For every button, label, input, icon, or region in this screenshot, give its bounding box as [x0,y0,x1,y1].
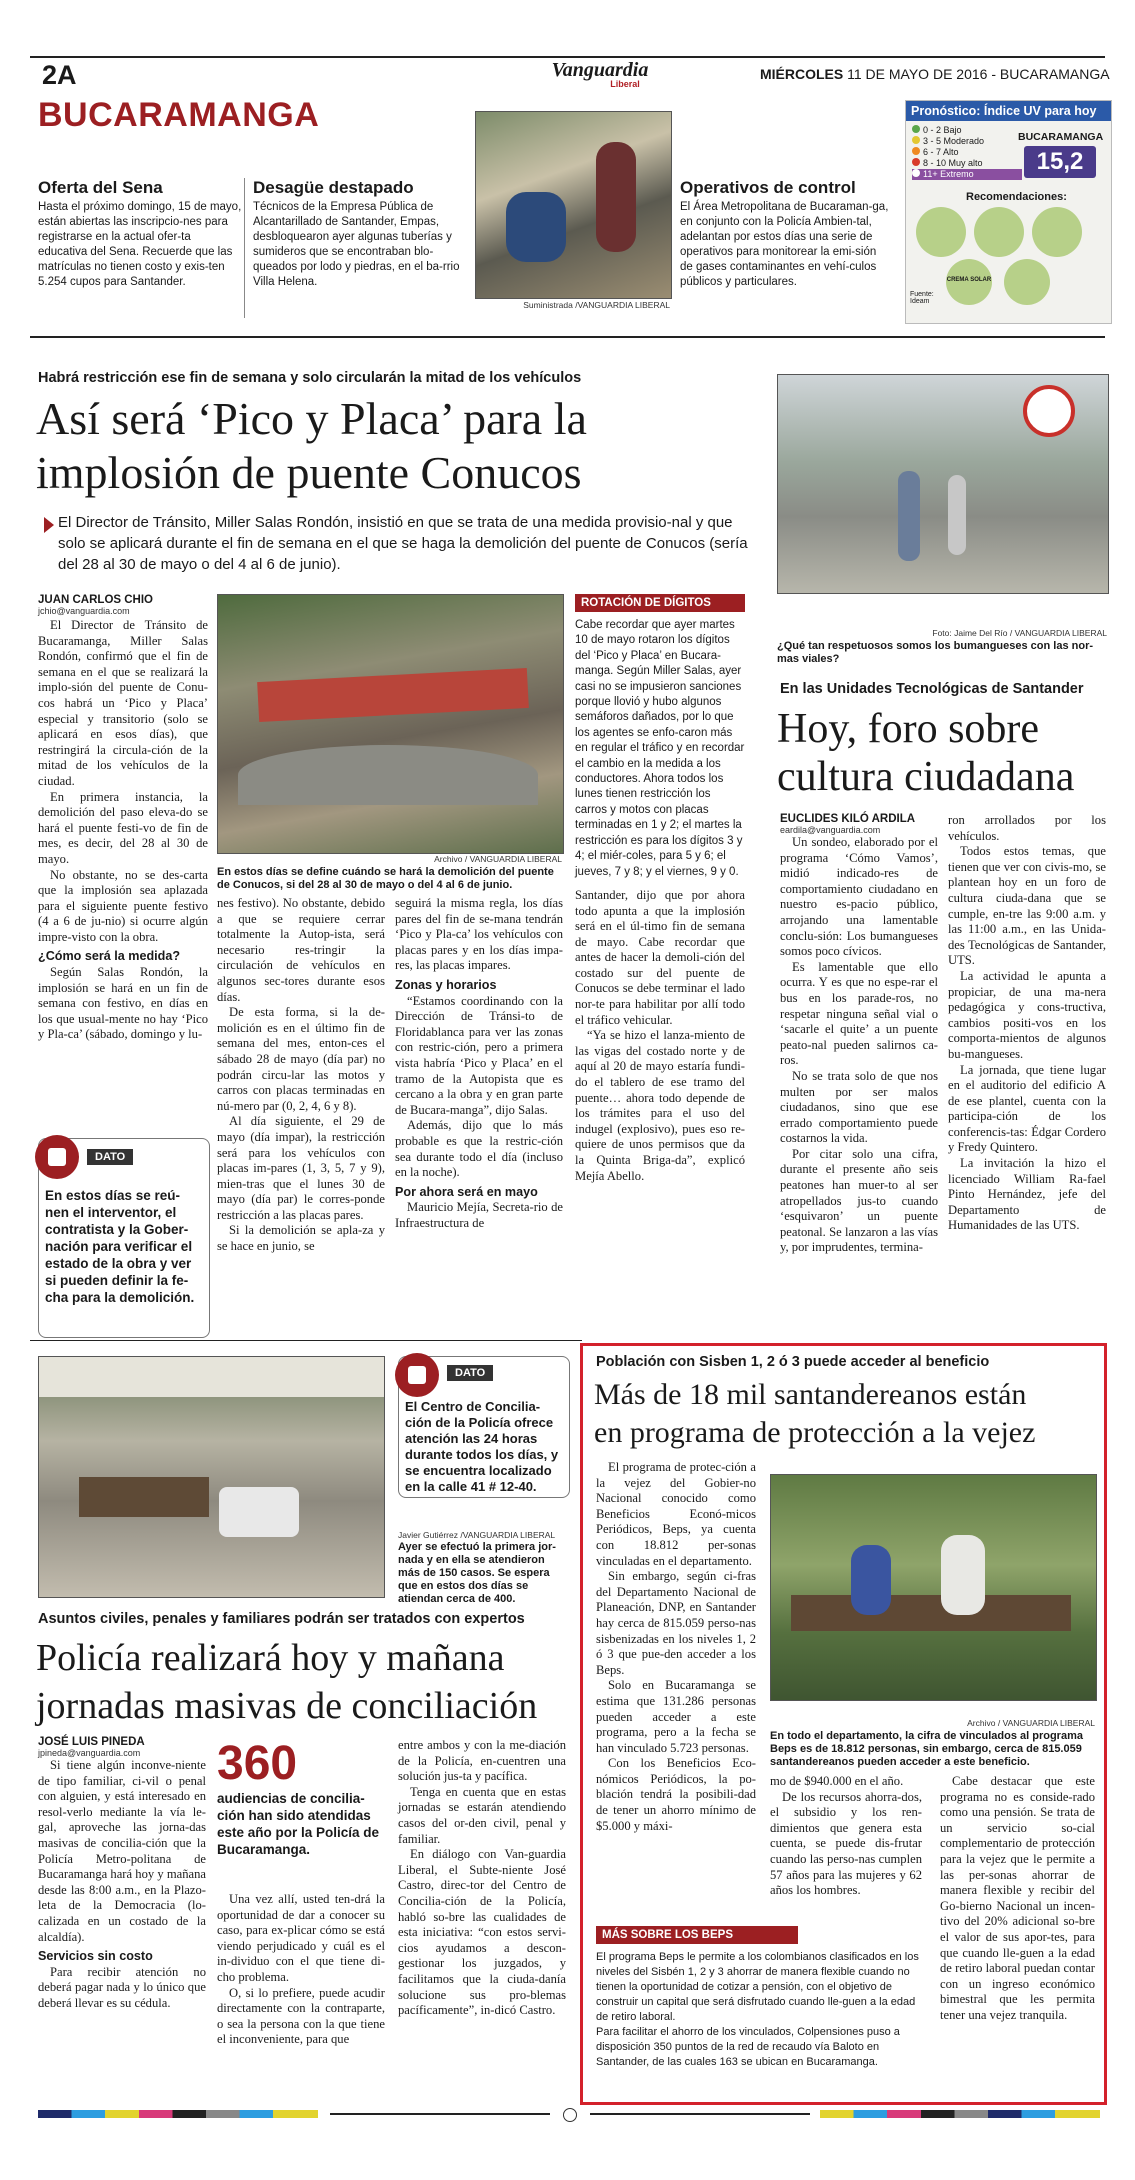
logo-main: Vanguardia [551,59,649,81]
conciliacion-photo-credit: Javier Gutiérrez /VANGUARDIA LIBERAL [398,1530,556,1540]
paragraph: Además, dijo que lo más probable es que la restric-ción sea durante todo el día (incluso en la noche). [395,1118,563,1180]
puzzle-icon [35,1135,79,1179]
conciliacion-photo-caption: Ayer se efectuó la primera jor-nada y en ella se atendieron más de 150 casos. Se espera que en estos dos días se atiendan cerca de 400. [398,1541,556,1605]
main-photo-caption: En estos días se define cuándo se hará la demolición del puente de Conucos, si del 28 al 30 de mayo o del 4 al 6 de junio. [217,866,554,891]
paragraph: entre ambos y con la me-diación de la Policía, en-cuentren una solución jus-ta y pacífica. [398,1738,566,1784]
beps-kicker: Población con Sisben 1, 2 ó 3 puede acceder al beneficio [596,1354,990,1370]
paragraph: La actividad le apunta a propiciar, de una ma-nera pedagógica y cons-tructiva, cambios positi-vos en los comporta-mientos de algunos bu-mangueses. [948,968,1106,1061]
dato-label: DATO [447,1365,493,1381]
paragraph: Cabe destacar que este programa no es conside-rado como una pensión. Se trata de un servicio so-cial complementario de protección para la vejez que le permite a las per-sonas ahorrar de manera flexible y recibir del Go-bierno Nacional un incen-tivo del 20% adicional so-bre el valor de sus apor-tes, para que cuando lle-guen a la edad de retiro laboral puedan contar con un ingreso económico bimestral que les permita tener una vejez tranquila. [940,1774,1095,2022]
weekday: MIÉRCOLES [760,66,844,82]
brief-title: Desagüe destapado [253,178,414,197]
uv-value: 15,2 [1024,146,1096,178]
main-col2 [217,896,385,1255]
photo-figure [851,1545,891,1615]
photo-bench [791,1595,1071,1631]
brief-divider [244,178,245,318]
brief-operativos [680,178,890,290]
photo-figure [506,192,566,262]
conciliacion-photo [38,1356,385,1598]
no-pedestrian-sign-icon [1023,385,1075,437]
paragraph: “Estamos coordinando con la Dirección de Tránsi-to de Floridablanca para ver las zonas con restric-ción, pero a primera vista habría ‘Pico y Placa’ en el tramo de la Autopista que es cercano a la obra y en gran parte de Bucara-manga”, dijo Salas. [395,993,563,1117]
beps-mas-title: MÁS SOBRE LOS BEPS [596,1926,798,1944]
beps-photo-credit: Archivo / VANGUARDIA LIBERAL [967,1718,1095,1728]
uv-legend-item: 11+ Extremo [912,169,1022,180]
photo-figure [898,471,920,561]
paragraph: Para recibir atención no deberá pagar nada y lo único que deberá llevar es su cédula. [38,1964,206,2010]
shirt-icon [1004,259,1050,305]
main-col3 [395,896,563,1231]
dato-text: El Centro de Concilia-ción de la Policía ofrece atención las 24 horas durante todos los días, y se encuentra localizado en la calle 41 # 12-40. [405,1399,559,1494]
conciliacion-kicker: Asuntos civiles, penales y familiares podrán ser tratados con expertos [38,1611,525,1627]
paragraph: El Director de Tránsito de Bucaramanga, Miller Salas Rondón, confirmó que el fin de semana en el que se realizará la implo-sión del puente de Conu-cos habrá un ‘Pico y Placa’ especial y transitorio (solo se aplicará en esos días), que restringirá la circula-ción de la mitad de los vehículos de la ciudad. [38,618,208,788]
paragraph: Mauricio Mejía, Secreta-rio de Infraestructura de [395,1200,563,1230]
foro-kicker: En las Unidades Tecnológicas de Santander [780,681,1084,697]
conciliacion-col1 [38,1736,206,2012]
paragraph: Es lamentable que ello ocurra. Y es que no espe-rar el bus en los parade-ros, no respetar ninguna señal vial o ‘sacarle el quite’ a un puente peato-nal pueden salirnos ca-ros. [780,959,938,1068]
beps-mas-box [596,1926,926,2070]
conciliacion-col2 [217,1738,385,2048]
paragraph: El programa de protec-ción a la vejez del Gobier-no Nacional conocido como Beneficios Econó-micos Periódicos, Beps, ya cuenta con 18.812 per-sonas vinculadas en el departamento. [596,1460,756,1568]
main-headline [36,392,587,500]
registration-mark-icon [563,2108,577,2122]
rotation-body: Cabe recordar que ayer martes 10 de mayo rotaron los dígitos del ‘Pico y Placa’ en Bucara-manga. Según Miller Salas, ayer casi no se impusieron sanciones porque llovió y hubo algunos semáforos dañados, por lo que los agentes se enfo-caron más en regular el tráfico y en recordar el cambio en la medida a los conductores. Ahora todos los lunes tienen restricción los carros y motos con placas terminadas en 1 y 2; el martes la restricción es para los dígitos 3 y 4; el miér-coles, para 5 y 6; el jueves, 7 y 8; y el viernes, 9 y 0. [575,619,745,878]
bottom-rule [590,2113,810,2115]
paragraph: En diálogo con Van-guardia Liberal, el Subte-niente José Castro, direc-tor del Centro de Concilia-ción de la Policía, habló so-bre las cualidades de esta iniciativa: “con estos servi-cios ayudamos a descon-gestionar los juzgados, y facilitamos que la ciuda-danía solucione sus pro-blemas pacíficamente”, in-dicó Castro. [398,1847,566,2018]
paragraph: Según Salas Rondón, la implosión se hará en un fin de semana con festivo, en días en los que usual-mente no hay ‘Pico y Pla-ca’ (sábado, domingo y lu- [38,965,208,1042]
paragraph: O, si lo prefiere, puede acudir directamente con la contraparte, o sea la persona con la que tiene el inconveniente, para que [217,1985,385,2047]
main-author: JUAN CARLOS CHIO [38,594,154,606]
paragraph: Si tiene algún inconve-niente de tipo familiar, ci-vil o penal con alguien, y está interesado en resol-verlo mediante la vía le-gal, aproveche las jorna-das masivas de concilia-ción que la Policía Metro-politana de Bucaramanga hará hoy y mañana desde las 8:00 a.m., en la Plazo-leta de la Democracia (lo-calizada en un costado de la alcaldía). [38,1758,206,1944]
bottom-rule [330,2113,550,2115]
beps-headline-line2: en programa de protección a la vejez [594,1416,1036,1449]
photo-table [79,1477,209,1517]
main-col4 [575,594,745,1184]
paragraph: Un sondeo, elaborado por el programa ‘Cómo Vamos’, midió indicado-res de comportamiento ciudadano en nuestro es-pacio público, arrojando una lamentable conclu-sión: Los bumangueses somos poco cívicos. [780,835,938,959]
foro-photo [777,374,1109,594]
photo-tent [39,1357,384,1397]
logo-sub: Liberal [610,79,640,89]
subhead: ¿Cómo será la medida? [38,949,181,964]
uv-legend [912,125,1022,180]
paragraph: Si la demolición se apla-za y se hace en junio, se [217,1223,385,1254]
sunglasses-icon [974,207,1024,257]
beps-mas-body2: Para facilitar el ahorro de los vinculados, Colpensiones puso a disposición 350 puntos de la red de recaudo vía Baloto en Santander, de las cuales 163 se ubican en Bucaramanga. [596,2026,900,2068]
uv-city: BUCARAMANGA [1018,131,1104,143]
uv-source: Fuente: Ideam [910,291,934,305]
beps-col1 [596,1460,756,1834]
brief-photo-credit: Suministrada /VANGUARDIA LIBERAL [523,300,670,310]
paragraph: mo de $940.000 en el año. [770,1774,904,1788]
uv-legend-item: 6 - 7 Alto [912,147,1022,158]
hat-icon [1032,207,1082,257]
main-photo-credit: Archivo / VANGUARDIA LIBERAL [434,854,562,864]
conciliacion-author: JOSÉ LUIS PINEDA [38,1736,145,1748]
big-number: 360 [217,1737,298,1790]
foro-photo-credit: Foto: Jaime Del Río / VANGUARDIA LIBERAL [932,628,1107,638]
rotation-title: ROTACIÓN DE DÍGITOS [575,594,745,612]
photo-bridge [257,668,529,722]
beps-mas-body1: El programa Beps le permite a los colombianos clasificados en los niveles del Sisbén 1, 2 y 3 ahorrar de manera flexible cuando no tienen la oportunidad de cotizar a pensión, con el objetivo de construir un capital que será disfrutado cuando lle-guen a la edad de retiro laboral. [596,1951,919,2023]
date-rest: 11 DE MAYO DE 2016 - BUCARAMANGA [843,66,1110,82]
subhead: Servicios sin costo [38,1949,153,1964]
umbrella-icon [916,207,966,257]
brief-sena [38,178,243,290]
photo-figure [948,475,966,555]
beps-photo-caption: En todo el departamento, la cifra de vinculados al programa Beps es de 18.812 personas, sin embargo, cerca de 815.059 santandereanos pueden acceder a este beneficio. [770,1730,1083,1768]
main-dato-box [38,1138,210,1338]
main-email: jchio@vanguardia.com [38,606,130,616]
beps-headline [594,1376,1035,1452]
conciliacion-headline-line1: Policía realizará hoy y mañana [36,1637,505,1679]
brief-photo [475,111,672,299]
uv-box [905,100,1112,324]
foro-email: eardila@vanguardia.com [780,825,881,835]
paragraph: Tenga en cuenta que en estas jornadas se estarán atendiendo casos del or-den civil, penal y familiar. [398,1784,566,1846]
foro-author: EUCLIDES KILÓ ARDILA [780,813,916,825]
photo-figure [941,1535,985,1615]
section-rule [30,336,1105,338]
uv-legend-item: 8 - 10 Muy alto [912,158,1022,169]
uv-legend-item: 0 - 2 Bajo [912,125,1022,136]
brief-desague [253,178,463,290]
brief-title: Oferta del Sena [38,178,163,197]
paragraph: Una vez allí, usted ten-drá la oportunidad de dar a conocer su caso, para ex-plicar cómo se está viendo perjudicado y cuál es el in-dividuo con el que tiene di-cho problema. [217,1892,385,1984]
beps-col3 [940,1774,1095,2024]
big-number-text: audiencias de concilia-ción han sido atendidas este año por la Policía de Bucaramanga. [217,1791,380,1857]
main-kicker: Habrá restricción ese fin de semana y solo circularán la mitad de los vehículos [38,370,582,386]
uv-title: Pronóstico: Índice UV para hoy [906,101,1111,121]
foro-headline-line1: Hoy, foro sobre [777,706,1040,752]
main-photo [217,594,564,854]
main-col1 [38,594,208,1043]
foro-col1 [780,813,938,1256]
brief-body: El Área Metropolitana de Bucaraman-ga, en conjunto con la Policía Ambien-tal, adelantan por estos días una serie de operativos para monitorear la emi-sión de gases contaminantes en vehí-culos públicos y particulares. [680,201,889,288]
logo [535,60,665,89]
main-headline-line1: Así será ‘Pico y Placa’ para la [36,393,587,444]
paragraph: seguirá la misma regla, los días pares del fin de se-mana tendrán ‘Pico y Pla-ca’ los vehículos con placas pares y en los días impa-res, las placas impares. [395,896,563,973]
paragraph: La jornada, que tiene lugar en el auditorio del edificio A de ese plantel, cuenta con la participa-ción de los conferencis-tas: Édgar Cordero y Fredy Quintero. [948,1062,1106,1155]
sunscreen-icon: CREMA SOLAR [946,259,992,305]
paragraph: De esta forma, si la de-molición es en el último fin de semana del mes, enton-ces el sábado 28 de mayo (día par) no podrán circu-lar las motos y carros con placas terminadas en nú-mero par (0, 2, 4, 6 y 8). [217,1005,385,1113]
paragraph: nes festivo). No obstante, debido a que se requiere cerrar totalmente la Autop-ista, será necesario res-tringir la circulación de vehículos en algunos sec-tores durante esos días. [217,896,385,1004]
conciliacion-headline-line2: jornadas masivas de conciliación [36,1685,538,1727]
paragraph: La invitación la hizo el licenciado William Ra-fael Pinto Hernández, jefe del Departamento de Humanidades de las UTS. [948,1156,1106,1233]
paragraph: No obstante, no se des-carta que la implosión sea aplazada para el siguiente puente festivo (4 a 6 de ju-nio) si ocurre algún impre-visto con la obra. [38,867,208,944]
beps-headline-line1: Más de 18 mil santandereanos están [594,1378,1027,1411]
conciliacion-headline [36,1634,537,1730]
uv-legend-item: 3 - 5 Moderado [912,136,1022,147]
section-title: BUCARAMANGA [38,96,320,134]
paragraph: No se trata solo de que nos multen por ser malos ciudadanos, sino que ese errado comportamiento puede costarnos la vida. [780,1068,938,1146]
color-bar [38,2110,318,2118]
puzzle-icon [395,1353,439,1397]
conciliacion-col3 [398,1738,566,2019]
top-rule [30,56,1105,58]
brief-body: Hasta el próximo domingo, 15 de mayo, están abiertas las inscripcio-nes para registrarse en la actual ofer-ta educativa del Sena. Recuerde que las matrículas no tienen costo y exis-ten 5.254 cupos para Santander. [38,201,242,288]
issue-date [760,66,1110,82]
photo-chairs [219,1487,299,1537]
foro-headline-line2: cultura ciudadana [777,754,1075,800]
paragraph: Solo en Bucaramanga se estima que 131.286 personas pueden acceder a este programa, pero a la fecha se han vinculado 5.723 personas. [596,1678,756,1755]
color-bar [820,2110,1100,2118]
photo-road [238,745,538,805]
page-number: 2A [42,60,77,90]
paragraph: De los recursos ahorra-dos, el subsidio y los ren-dimientos que genera esta cuenta, se puede dis-frutar cuando las perso-nas cumplen 57 años para las mujeres y 62 años los hombres. [770,1789,922,1898]
brief-title: Operativos de control [680,178,856,197]
paragraph: Todos estos temas, que tienen que ver con civis-mo, se plantean hoy en un foro de cultura ciuda-dana que se cumple, en-tre las 9:00 a.m. y las 11:00 a.m., en las Unida-des Tecnológicas de Santander, UTS. [948,844,1106,968]
beps-col2 [770,1774,922,1899]
photo-figure [596,142,636,252]
subhead: Por ahora será en mayo [395,1184,538,1199]
paragraph: Por citar solo una cifra, durante el presente año seis peatones han muer-to al ser atropellados jus-to cuando ‘esquivaron’ un puente peatonal. Se lanzaron a las vías y, por imprudentes, termina- [780,1146,938,1255]
conciliacion-dato-box [398,1356,570,1498]
lead-arrow-icon [44,517,54,533]
paragraph: Con los Beneficios Eco-nómicos Periódicos, la po-blación tendrá la posibili-dad de tener un ahorro mínimo de $5.000 y máxi- [596,1756,756,1833]
paragraph: Sin embargo, según ci-fras del Departamento Nacional de Planeación, DNP, en Santander hay cerca de 815.059 perso-nas sisbenizadas en los niveles 1, 2 ó 3 que pue-den acceder a los Beps. [596,1569,756,1677]
paragraph: ron arrollados por los vehículos. [948,813,1106,843]
beps-photo [770,1474,1097,1701]
paragraph: Al día siguiente, el 29 de mayo (día impar), la restricción será para los vehículos con placas im-pares (1, 3, 5, 7 y 9), mien-tras que el lunes 30 de mayo (día par) le corres-ponde restricción a las placas pares. [217,1114,385,1222]
subhead: Zonas y horarios [395,977,497,992]
brief-body: Técnicos de la Empresa Pública de Alcantarillado de Santander, Empas, desbloquearon ayer algunas tuberías y sumideros que se encontraban blo-queados por lodo y piedras, en el ba-rrio Villa Helena. [253,201,460,288]
paragraph: Santander, dijo que por ahora todo apunta a que la implosión será en el úl-timo fin de semana de mayo. Cabe recordar que antes de hacer la demoli-ción del costado sur del puente de Conucos se debe terminar el lado nor-te para habilitar por allí todo el tráfico vehicular. [575,887,745,1027]
foro-headline [777,705,1074,801]
dato-text: En estos días se reú-nen el interventor, el contratista y la Gober-nación para verificar el estado de la obra y ver si pueden definir la fe-cha para la demolición. [45,1188,195,1305]
dato-label: DATO [87,1149,133,1165]
main-headline-line2: implosión de puente Conucos [36,447,582,498]
foro-col2 [948,813,1106,1234]
paragraph: En primera instancia, la demolición del paso eleva-do se hará el puente festi-vo de fin de mes, es decir, del 28 al 30 de mayo. [38,789,208,866]
paragraph: “Ya se hizo el lanza-miento de las vigas del costado norte y de aquí al 20 de mayo estaría fundi-do el tablero de ese tramo del puente… ahora todo depende de los trámites para el uso del indugel (explosivo), pues eso re-quiere de unos permisos que da la Quinta Briga-da”, explicó Mejía Abello. [575,1028,745,1183]
foro-photo-caption: ¿Qué tan respetuosos somos los bumangueses con las nor-mas viales? [777,640,1094,665]
section-rule [30,1340,582,1341]
conciliacion-email: jpineda@vanguardia.com [38,1748,141,1758]
uv-recs-title: Recomendaciones: [966,191,1067,203]
main-lead: El Director de Tránsito, Miller Salas Rondón, insistió en que se trata de una medida provisio-nal y que solo se aplicará durante el fin de semana en el que se haga la demolición del puente de Conucos (sería del 28 al 30 de mayo o del 4 al 6 de junio). [58,514,748,573]
